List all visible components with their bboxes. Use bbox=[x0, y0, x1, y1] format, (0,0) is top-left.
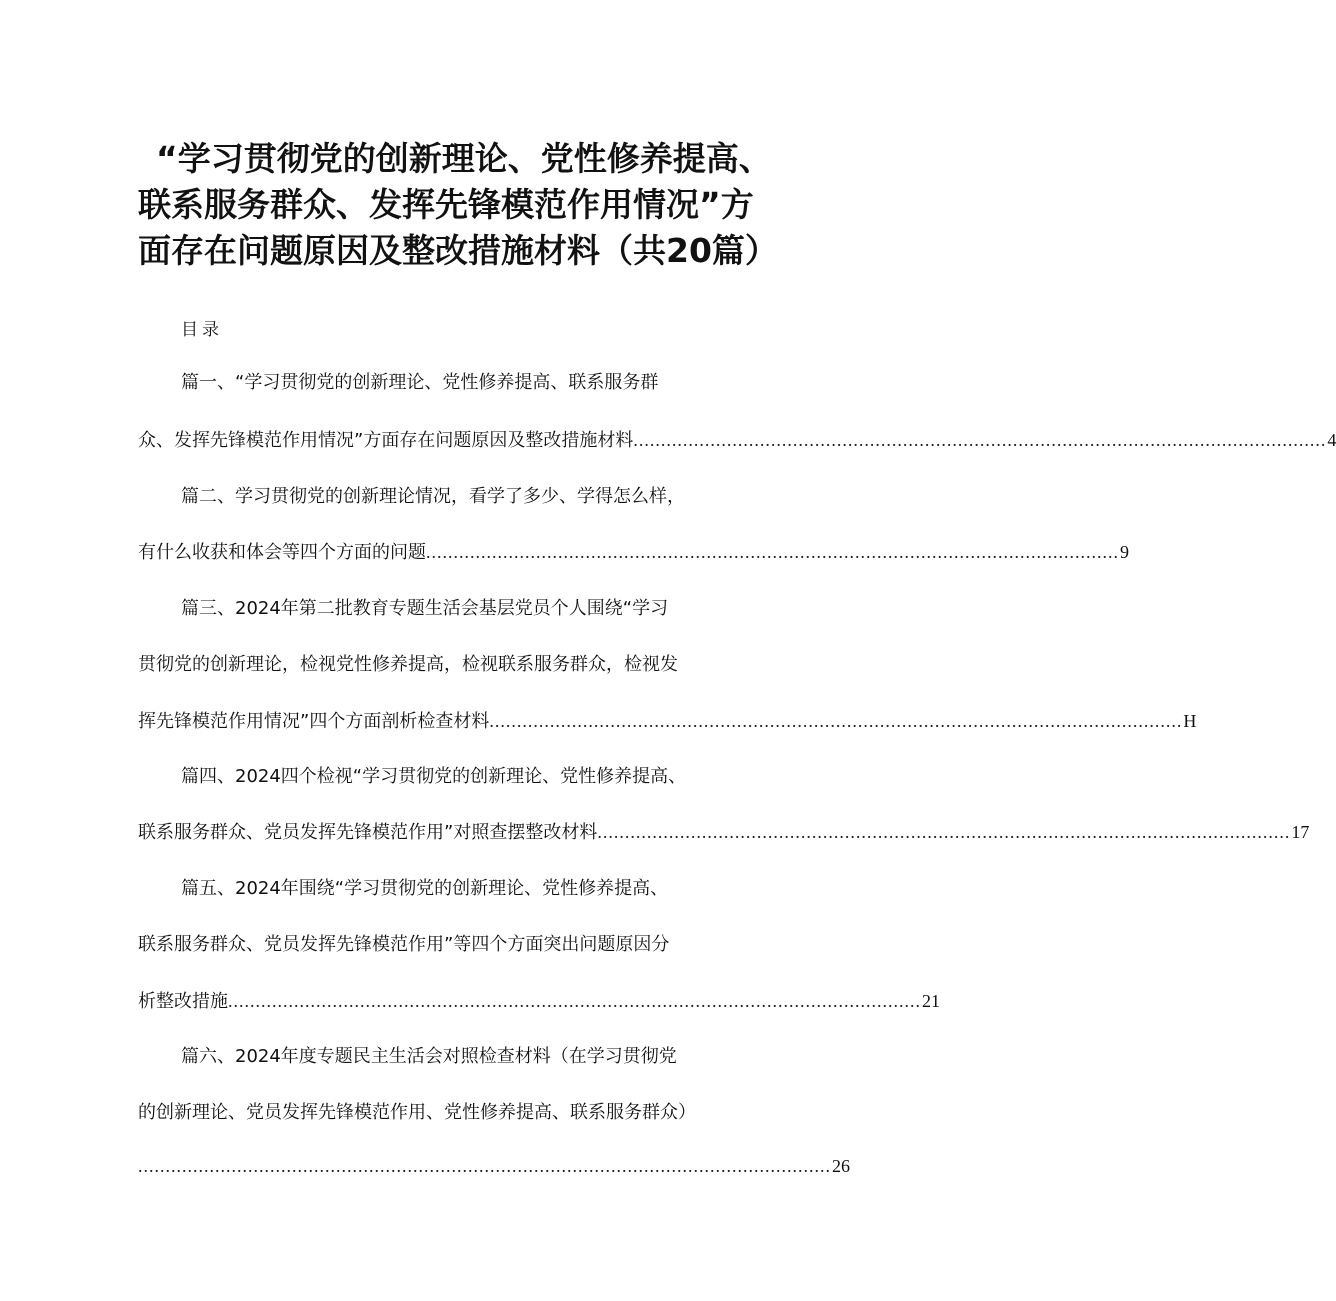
toc-entry-6-last[interactable] bbox=[138, 1152, 850, 1180]
toc-label: 目录 bbox=[181, 320, 223, 340]
toc-entry-6-line[interactable]: 篇六、2024年度专题民主生活会对照检查材料（在学习贯彻党 bbox=[181, 1046, 677, 1067]
title-line: 联系服务群众、发挥先锋模范作用情况”方 bbox=[138, 185, 754, 224]
dot-leader: .............................................................................................................................. bbox=[138, 1156, 831, 1176]
toc-page-number: 17 bbox=[1291, 822, 1310, 842]
dot-leader: .............................................................................................................................. bbox=[426, 542, 1119, 562]
toc-entry-4-line[interactable]: 篇四、2024四个检视“学习贯彻党的创新理论、党性修养提高、 bbox=[181, 766, 687, 787]
dot-leader: .............................................................................................................................. bbox=[489, 711, 1183, 731]
toc-entry-4-last[interactable] bbox=[138, 818, 1310, 846]
toc-entry-3-line[interactable]: 贯彻党的创新理论，检视党性修养提高，检视联系服务群众，检视发 bbox=[138, 654, 678, 675]
toc-entry-text: 有什么收获和体会等四个方面的问题 bbox=[138, 542, 426, 563]
toc-entry-1-line[interactable]: 篇一、“学习贯彻党的创新理论、党性修养提高、联系服务群 bbox=[181, 372, 659, 393]
toc-entry-5-line[interactable]: 篇五、2024年围绕“学习贯彻党的创新理论、党性修养提高、 bbox=[181, 878, 669, 899]
toc-page-number: H bbox=[1183, 711, 1197, 731]
toc-page-number: 26 bbox=[832, 1156, 850, 1176]
toc-page-number: 9 bbox=[1120, 542, 1129, 562]
toc-entry-5-last[interactable] bbox=[138, 987, 940, 1015]
dot-leader: .............................................................................................................................. bbox=[633, 430, 1327, 450]
toc-entry-2-last[interactable] bbox=[138, 538, 1129, 566]
toc-entry-text: 析整改措施 bbox=[138, 991, 228, 1012]
title-line: 面存在问题原因及整改措施材料（共20篇） bbox=[138, 231, 778, 270]
toc-entry-5-line[interactable]: 联系服务群众、党员发挥先锋模范作用”等四个方面突出问题原因分 bbox=[138, 934, 670, 955]
toc-entry-text: 众、发挥先锋模范作用情况”方面存在问题原因及整改措施材料 bbox=[138, 430, 634, 451]
toc-entry-text: 挥先锋模范作用情况”四个方面剖析检查材料 bbox=[138, 711, 490, 732]
toc-entry-1-last[interactable] bbox=[138, 426, 1336, 454]
toc-entry-text: 联系服务群众、党员发挥先锋模范作用”对照查摆整改材料 bbox=[138, 822, 598, 843]
toc-page-number: 21 bbox=[922, 991, 940, 1011]
toc-entry-3-line[interactable]: 篇三、2024年第二批教育专题生活会基层党员个人围绕“学习 bbox=[181, 598, 669, 619]
toc-entry-2-line[interactable]: 篇二、学习贯彻党的创新理论情况，看学了多少、学得怎么样， bbox=[181, 486, 685, 507]
dot-leader: .............................................................................................................................. bbox=[597, 822, 1291, 842]
dot-leader: .............................................................................................................................. bbox=[228, 991, 921, 1011]
toc-entry-3-last[interactable] bbox=[138, 707, 1197, 735]
toc-entry-6-line[interactable]: 的创新理论、党员发挥先锋模范作用、党性修养提高、联系服务群众） bbox=[138, 1102, 696, 1123]
toc-page-number: 4 bbox=[1327, 430, 1336, 450]
title-line: “学习贯彻党的创新理论、党性修养提高、 bbox=[156, 139, 772, 178]
document-title bbox=[138, 136, 778, 274]
